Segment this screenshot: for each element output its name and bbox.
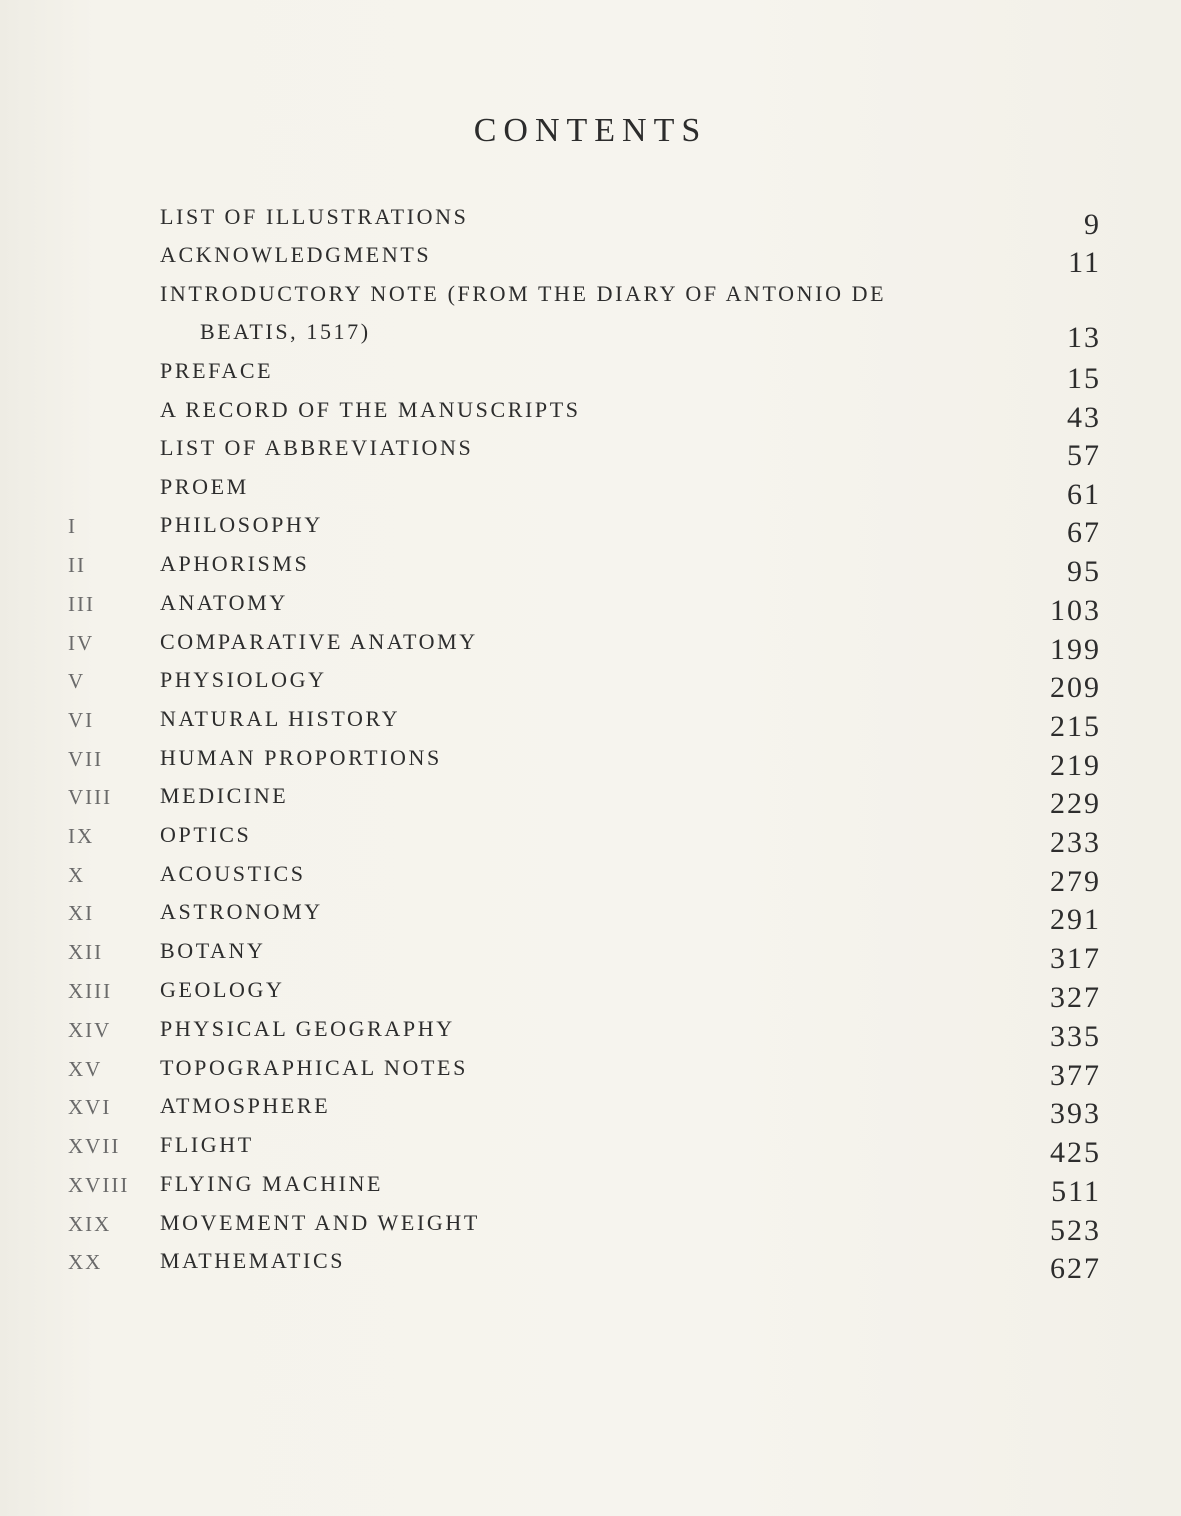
chapter-label: TOPOGRAPHICAL NOTES — [160, 1055, 468, 1080]
toc-entry — [0, 277, 1181, 353]
chapter-page: 233 — [1050, 826, 1101, 859]
toc-entry-page: 11 — [1068, 246, 1101, 279]
toc-chapter — [0, 508, 1181, 549]
chapter-label: GEOLOGY — [160, 977, 285, 1002]
toc-chapter — [0, 1089, 1181, 1130]
chapter-label: FLIGHT — [160, 1132, 254, 1157]
chapter-page: 511 — [1051, 1175, 1101, 1208]
chapter-number: XVII — [68, 1134, 121, 1158]
chapter-label: PHYSICAL GEOGRAPHY — [160, 1016, 455, 1041]
toc-entry — [0, 200, 1181, 241]
chapter-number: VII — [68, 747, 104, 771]
chapter-page: 327 — [1050, 981, 1101, 1014]
toc-entry-label: PREFACE — [160, 358, 274, 383]
toc-entry — [0, 393, 1181, 434]
toc-chapter — [0, 779, 1181, 820]
chapter-label: ANATOMY — [160, 590, 288, 615]
toc-chapter — [0, 934, 1181, 975]
chapter-page: 209 — [1050, 671, 1101, 704]
chapter-label: FLYING MACHINE — [160, 1171, 384, 1196]
chapter-page: 317 — [1050, 942, 1101, 975]
toc-entry-label: ACKNOWLEDGMENTS — [160, 242, 432, 267]
chapter-label: BOTANY — [160, 938, 266, 963]
chapter-label: OPTICS — [160, 822, 252, 847]
toc-entry — [0, 238, 1181, 279]
chapter-page: 377 — [1050, 1059, 1101, 1092]
chapter-label: ATMOSPHERE — [160, 1093, 331, 1118]
toc-entry-page: 43 — [1067, 401, 1101, 434]
chapter-number: V — [68, 669, 86, 693]
toc-entry-label: LIST OF ILLUSTRATIONS — [160, 204, 469, 229]
chapter-page: 291 — [1050, 903, 1101, 936]
toc-chapter — [0, 1244, 1181, 1285]
chapter-number: IX — [68, 824, 95, 848]
chapter-page: 219 — [1050, 749, 1101, 782]
chapter-page: 199 — [1050, 633, 1101, 666]
chapter-number: XIV — [68, 1018, 112, 1042]
toc-entry-page: 57 — [1067, 439, 1101, 472]
toc-entry — [0, 431, 1181, 472]
chapter-number: VI — [68, 708, 95, 732]
chapter-page: 279 — [1050, 865, 1101, 898]
toc-entry-label: A RECORD OF THE MANUSCRIPTS — [160, 397, 581, 422]
toc-chapter — [0, 895, 1181, 936]
chapter-page: 523 — [1050, 1214, 1101, 1247]
toc-chapter — [0, 702, 1181, 743]
toc-chapter — [0, 586, 1181, 627]
chapter-number: VIII — [68, 785, 113, 809]
toc-entry-page: 15 — [1067, 362, 1101, 395]
toc-entry — [0, 354, 1181, 395]
chapter-number: IV — [68, 631, 95, 655]
chapter-number: XII — [68, 940, 104, 964]
chapter-page: 393 — [1050, 1097, 1101, 1130]
chapter-number: XIX — [68, 1212, 112, 1236]
toc-chapter — [0, 1051, 1181, 1092]
toc-chapter — [0, 741, 1181, 782]
chapter-number: II — [68, 553, 86, 577]
chapter-label: MEDICINE — [160, 783, 289, 808]
toc-chapter — [0, 1206, 1181, 1247]
chapter-number: XV — [68, 1057, 103, 1081]
chapter-label: ACOUSTICS — [160, 861, 306, 886]
chapter-page: 627 — [1050, 1252, 1101, 1285]
toc-chapter — [0, 547, 1181, 588]
chapter-number: XX — [68, 1250, 103, 1274]
chapter-label: ASTRONOMY — [160, 899, 323, 924]
chapter-label: MATHEMATICS — [160, 1248, 346, 1273]
page-title: CONTENTS — [473, 112, 708, 149]
toc-chapter — [0, 857, 1181, 898]
chapter-number: XI — [68, 901, 95, 925]
chapter-page: 103 — [1050, 594, 1101, 627]
chapter-page: 95 — [1067, 555, 1101, 588]
chapter-number: X — [68, 863, 86, 887]
chapter-label: COMPARATIVE ANATOMY — [160, 629, 478, 654]
toc-chapter — [0, 1128, 1181, 1169]
toc-entry-page: 13 — [1067, 321, 1101, 354]
chapter-number: XIII — [68, 979, 113, 1003]
toc-entry-label-continuation: BEATIS, 1517) — [200, 319, 371, 344]
chapter-page: 425 — [1050, 1136, 1101, 1169]
toc-chapter — [0, 1167, 1181, 1208]
chapter-page: 215 — [1050, 710, 1101, 743]
toc-entry-label: LIST OF ABBREVIATIONS — [160, 435, 474, 460]
chapter-number: I — [68, 514, 77, 538]
chapter-label: APHORISMS — [160, 551, 310, 576]
toc-chapter — [0, 1012, 1181, 1053]
toc-entry-page: 9 — [1084, 208, 1101, 241]
chapter-label: HUMAN PROPORTIONS — [160, 745, 442, 770]
toc-chapter — [0, 663, 1181, 704]
toc-entry — [0, 470, 1181, 511]
toc-chapter — [0, 625, 1181, 666]
chapter-label: MOVEMENT AND WEIGHT — [160, 1210, 480, 1235]
toc-entry-label: INTRODUCTORY NOTE (FROM THE DIARY OF ANTONIO DE — [160, 281, 887, 306]
toc-entry-label: PROEM — [160, 474, 249, 499]
toc-chapter — [0, 818, 1181, 859]
chapter-page: 67 — [1067, 516, 1101, 549]
chapter-number: III — [68, 592, 95, 616]
toc-entry-page: 61 — [1067, 478, 1101, 511]
chapter-number: XVIII — [68, 1173, 130, 1197]
chapter-label: NATURAL HISTORY — [160, 706, 401, 731]
toc-chapter — [0, 973, 1181, 1014]
chapter-label: PHYSIOLOGY — [160, 667, 327, 692]
chapter-number: XVI — [68, 1095, 112, 1119]
chapter-page: 229 — [1050, 787, 1101, 820]
chapter-page: 335 — [1050, 1020, 1101, 1053]
chapter-label: PHILOSOPHY — [160, 512, 323, 537]
